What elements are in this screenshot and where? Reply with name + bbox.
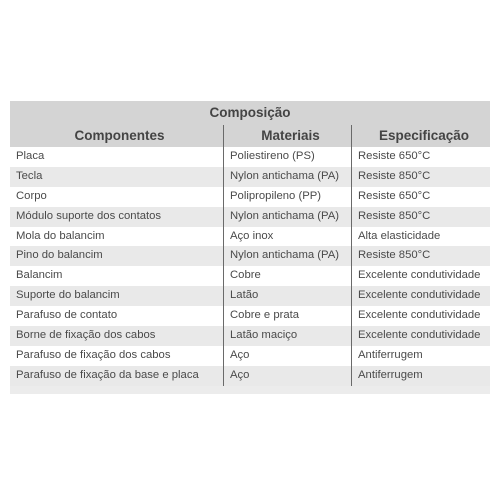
cell-especificacao: Excelente condutividade <box>351 286 490 306</box>
table-header-row <box>10 125 490 147</box>
table-body <box>10 147 490 386</box>
cell-especificacao: Resiste 650°C <box>351 147 490 167</box>
cell-especificacao: Antiferrugem <box>351 346 490 366</box>
cell-material: Poliestireno (PS) <box>223 147 351 167</box>
cell-material: Latão maciço <box>223 326 351 346</box>
cell-especificacao: Resiste 850°C <box>351 207 490 227</box>
cell-material: Polipropileno (PP) <box>223 187 351 207</box>
cell-material: Latão <box>223 286 351 306</box>
cell-componente: Parafuso de fixação dos cabos <box>16 348 171 361</box>
table-row <box>10 207 490 227</box>
cell-componente: Pino do balancim <box>16 249 103 262</box>
cell-componente: Mola do balancim <box>16 229 105 242</box>
cell-componente: Parafuso de fixação da base e placa <box>16 368 199 381</box>
header-materiais: Materiais <box>223 125 351 147</box>
cell-componente: Borne de fixação dos cabos <box>16 329 156 342</box>
cell-material: Nylon antichama (PA) <box>223 167 351 187</box>
header-componentes: Componentes <box>74 128 165 143</box>
table-row <box>10 286 490 306</box>
cell-material: Aço <box>223 346 351 366</box>
cell-especificacao: Alta elasticidade <box>351 227 490 247</box>
table-row <box>10 266 490 286</box>
cell-componente: Corpo <box>16 189 47 202</box>
cell-material: Aço inox <box>223 227 351 247</box>
cell-especificacao: Resiste 850°C <box>351 167 490 187</box>
cell-material: Nylon antichama (PA) <box>223 246 351 266</box>
cell-componente: Tecla <box>16 169 43 182</box>
cell-especificacao: Resiste 650°C <box>351 187 490 207</box>
cell-especificacao: Excelente condutividade <box>351 306 490 326</box>
cell-material: Aço <box>223 366 351 386</box>
table-row <box>10 227 490 247</box>
cell-componente: Placa <box>16 150 45 162</box>
cell-especificacao: Antiferrugem <box>351 366 490 386</box>
cell-componente: Parafuso de contato <box>16 309 118 322</box>
table-row <box>10 326 490 346</box>
cell-especificacao: Excelente condutividade <box>351 266 490 286</box>
table-row <box>10 366 490 386</box>
cell-especificacao: Excelente condutividade <box>351 326 490 346</box>
table-title: Composição <box>10 101 490 125</box>
cell-material: Cobre e prata <box>223 306 351 326</box>
table-footer-strip <box>10 386 490 394</box>
table-row <box>10 346 490 366</box>
table-row <box>10 167 490 187</box>
cell-material: Cobre <box>223 266 351 286</box>
table-row <box>10 147 490 167</box>
cell-componente: Balancim <box>16 269 63 282</box>
cell-especificacao: Resiste 850°C <box>351 246 490 266</box>
header-especificacao: Especificação <box>351 125 490 147</box>
cell-material: Nylon antichama (PA) <box>223 207 351 227</box>
composition-table <box>10 101 490 394</box>
table-row <box>10 306 490 326</box>
cell-componente: Módulo suporte dos contatos <box>16 209 162 222</box>
cell-componente: Suporte do balancim <box>16 289 120 302</box>
table-row <box>10 187 490 207</box>
table-row <box>10 246 490 266</box>
